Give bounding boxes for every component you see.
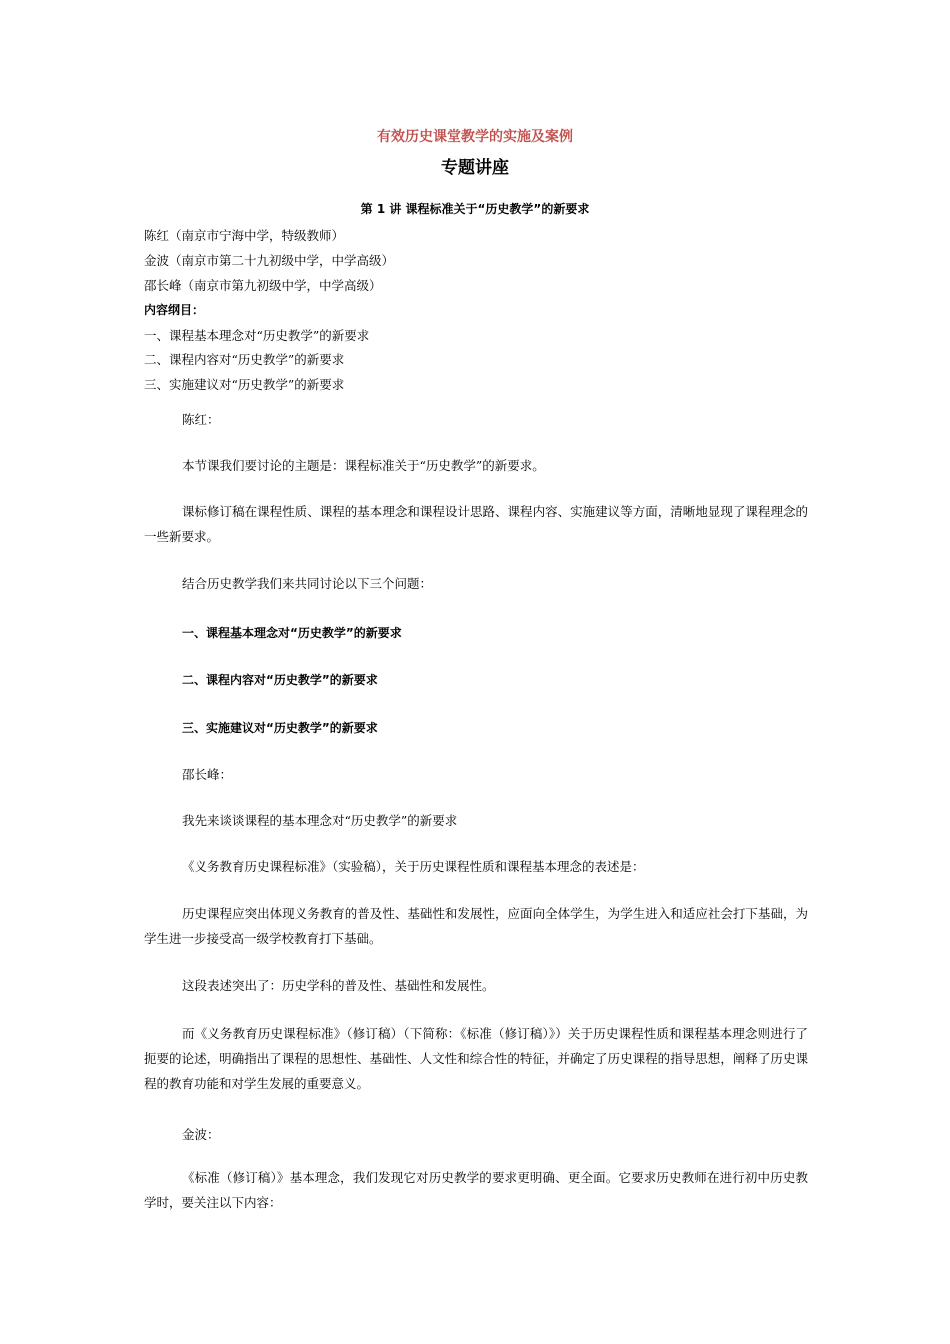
document-subtitle: 专题讲座 bbox=[441, 158, 509, 178]
paragraph: 结合历史教学我们来共同讨论以下三个问题： bbox=[182, 576, 433, 591]
speaker-label: 邵长峰： bbox=[182, 767, 233, 782]
section-heading: 三、实施建议对“历史教学”的新要求 bbox=[182, 721, 378, 735]
author-line: 陈红（南京市宁海中学，特级教师） bbox=[144, 228, 345, 243]
paragraph: 课标修订稿在课程性质、课程的基本理念和课程设计思路、课程内容、实施建议等方面，清晰地显现了课程理念的一些新要求。 bbox=[144, 504, 808, 544]
paragraph: 我先来谈谈课程的基本理念对“历史教学”的新要求 bbox=[182, 813, 458, 828]
author-line: 邵长峰（南京市第九初级中学，中学高级） bbox=[144, 278, 382, 293]
paragraph: 本节课我们要讨论的主题是：课程标准关于“历史教学”的新要求。 bbox=[182, 458, 545, 473]
author-line: 金波（南京市第二十九初级中学，中学高级） bbox=[144, 253, 395, 268]
paragraph: 而《义务教育历史课程标准》（修订稿）（下简称：《标准（修订稿）》）关于历史课程性质和课程基本理念则进行了扼要的论述，明确指出了课程的思想性、基础性、人文性和综合性的特征，并确定了历史课程的指导思想，阐释了历史课程的教育功能和对学生发展的重要意义。 bbox=[144, 1026, 808, 1091]
speaker-label: 金波： bbox=[182, 1127, 220, 1142]
section-heading: 一、课程基本理念对“历史教学”的新要求 bbox=[182, 626, 402, 640]
document-title: 有效历史课堂教学的实施及案例 bbox=[377, 129, 573, 145]
outline-item: 一、课程基本理念对“历史教学”的新要求 bbox=[144, 328, 370, 343]
paragraph: 《标准（修订稿）》基本理念，我们发现它对历史教学的要求更明确、更全面。它要求历史教师在进行初中历史教学时，要关注以下内容： bbox=[144, 1170, 808, 1210]
section-heading: 二、课程内容对“历史教学”的新要求 bbox=[182, 673, 378, 687]
paragraph: 这段表述突出了：历史学科的普及性、基础性和发展性。 bbox=[182, 978, 495, 993]
paragraph: 历史课程应突出体现义务教育的普及性、基础性和发展性，应面向全体学生，为学生进入和适应社会打下基础，为学生进一步接受高一级学校教育打下基础。 bbox=[144, 906, 808, 946]
outline-item: 二、课程内容对“历史教学”的新要求 bbox=[144, 352, 345, 367]
lecture-heading: 第 1 讲 课程标准关于“历史教学”的新要求 bbox=[360, 202, 590, 216]
speaker-label: 陈红： bbox=[182, 412, 220, 427]
outline-item: 三、实施建议对“历史教学”的新要求 bbox=[144, 377, 345, 392]
outline-label: 内容纲目： bbox=[144, 303, 205, 317]
paragraph: 《义务教育历史课程标准》（实验稿），关于历史课程性质和课程基本理念的表述是： bbox=[182, 859, 645, 874]
